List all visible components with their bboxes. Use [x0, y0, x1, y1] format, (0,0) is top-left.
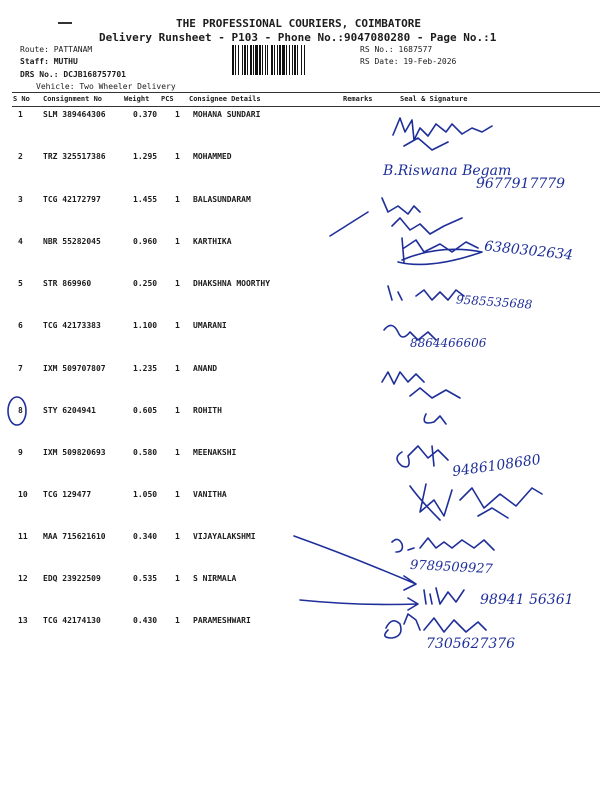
row-consignee: ANAND	[193, 364, 218, 373]
col-remarks: Remarks	[343, 95, 373, 103]
signature-1	[393, 118, 492, 150]
arrow-mark-1	[294, 536, 416, 590]
handwritten-phone-13: 7305627376	[426, 636, 516, 652]
route-label: Route: PATTANAM	[20, 45, 93, 54]
row8-circle-mark	[8, 397, 26, 425]
row-consignee: MOHANA SUNDARI	[193, 110, 261, 119]
row-pcs: 1	[175, 152, 180, 161]
signature-4	[398, 238, 482, 264]
row-consignee: KARTHIKA	[193, 237, 232, 246]
row-consignee: PARAMESHWARI	[193, 616, 251, 625]
handwritten-phone-6: 8864466606	[410, 336, 487, 350]
row-sno: 2	[18, 152, 23, 161]
row-consignment: MAA 715621610	[43, 532, 106, 541]
row-weight: 1.235	[133, 364, 158, 373]
row-consignee: ROHITH	[193, 406, 222, 415]
col-sno: S No	[13, 95, 30, 103]
row-sno: 10	[18, 490, 28, 499]
row-pcs: 1	[175, 279, 180, 288]
row-consignee: UMARANI	[193, 321, 227, 330]
row-consignee: MEENAKSHI	[193, 448, 237, 457]
row-sno: 9	[18, 448, 23, 457]
staff-label: Staff: MUTHU	[20, 57, 78, 66]
row-weight: 1.050	[133, 490, 158, 499]
handwritten-phone-4: 6380302634	[483, 238, 574, 264]
row-pcs: 1	[175, 321, 180, 330]
row-consignment: EDQ 23922509	[43, 574, 101, 583]
row-weight: 1.295	[133, 152, 158, 161]
signature-13	[385, 614, 486, 638]
row-pcs: 1	[175, 490, 180, 499]
signature-12	[424, 588, 464, 604]
row-sno: 13	[18, 616, 28, 625]
signature-7	[382, 372, 460, 424]
row-consignment: STY 6204941	[43, 406, 96, 415]
row-consignee: S NIRMALA	[193, 574, 237, 583]
row-weight: 1.455	[133, 195, 158, 204]
row-consignee: MOHAMMED	[193, 152, 232, 161]
row-weight: 0.535	[133, 574, 158, 583]
row-pcs: 1	[175, 364, 180, 373]
row-consignment: IXM 509707807	[43, 364, 106, 373]
row-sno: 4	[18, 237, 23, 246]
runsheet-subtitle: Delivery Runsheet - P103 - Phone No.:9047080280 - Page No.:1	[99, 31, 497, 44]
col-consignee: Consignee Details	[189, 95, 261, 103]
row-sno: 12	[18, 574, 28, 583]
row-consignment: SLM 389464306	[43, 110, 106, 119]
col-seal: Seal & Signature	[400, 95, 468, 103]
row-consignee: DHAKSHNA MOORTHY	[193, 279, 271, 288]
row-consignment: TCG 42174130	[43, 616, 101, 625]
row-pcs: 1	[175, 616, 180, 625]
handwritten-phone-5: 9585535688	[455, 292, 533, 312]
company-title: THE PROFESSIONAL COURIERS, COIMBATORE	[176, 17, 422, 30]
rs-date: RS Date: 19-Feb-2026	[360, 57, 457, 66]
row-sno: 11	[18, 532, 28, 541]
signature-9	[397, 446, 448, 467]
col-consignment: Consignment No	[43, 95, 103, 103]
row-consignment: TCG 42173383	[43, 321, 101, 330]
row-consignment: NBR 55282045	[43, 237, 101, 246]
row-weight: 0.580	[133, 448, 158, 457]
row-sno: 3	[18, 195, 23, 204]
signature-11	[392, 538, 494, 552]
row-pcs: 1	[175, 237, 180, 246]
row-pcs: 1	[175, 574, 180, 583]
drs-number: DRS No.: DCJB168757701	[20, 70, 126, 79]
row-sno: 7	[18, 364, 23, 373]
handwritten-phone-9: 9486108680	[451, 451, 542, 481]
row-sno: 8	[18, 406, 23, 415]
row-pcs: 1	[175, 532, 180, 541]
handwritten-phone-11: 9789509927	[409, 557, 494, 578]
row-consignment: IXM 509820693	[43, 448, 106, 457]
row-sno: 5	[18, 279, 23, 288]
row-consignee: VANITHA	[193, 490, 227, 499]
row-weight: 0.370	[133, 110, 158, 119]
handwritten-phone-12: 98941 56361	[480, 592, 574, 608]
arrow-mark-2	[300, 598, 418, 610]
row-weight: 0.430	[133, 616, 158, 625]
col-pcs: PCS	[161, 95, 174, 103]
row-consignment: TCG 129477	[43, 490, 92, 499]
row-sno: 1	[18, 110, 23, 119]
row-consignment: STR 869960	[43, 279, 92, 288]
row-pcs: 1	[175, 406, 180, 415]
row-consignee: BALASUNDARAM	[193, 195, 251, 204]
col-weight: Weight	[124, 95, 150, 103]
row-pcs: 1	[175, 110, 180, 119]
row-consignee: VIJAYALAKSHMI	[193, 532, 256, 541]
handwritten-name-2: B.Riswana Begam	[383, 163, 512, 179]
row-pcs: 1	[175, 448, 180, 457]
row-weight: 0.605	[133, 406, 158, 415]
signature-10	[410, 484, 542, 520]
row-weight: 0.960	[133, 237, 158, 246]
row-weight: 0.250	[133, 279, 158, 288]
row-consignment: TCG 42172797	[43, 195, 101, 204]
signature-3	[330, 198, 462, 236]
row-consignment: TRZ 325517386	[43, 152, 106, 161]
row-weight: 0.340	[133, 532, 158, 541]
vehicle-label: Vehicle: Two Wheeler Delivery	[36, 82, 176, 91]
row-weight: 1.100	[133, 321, 158, 330]
row-sno: 6	[18, 321, 23, 330]
signature-5	[388, 286, 464, 300]
rs-number: RS No.: 1687577	[360, 45, 433, 54]
handwritten-phone-2: 9677917779	[476, 176, 566, 192]
row-pcs: 1	[175, 195, 180, 204]
